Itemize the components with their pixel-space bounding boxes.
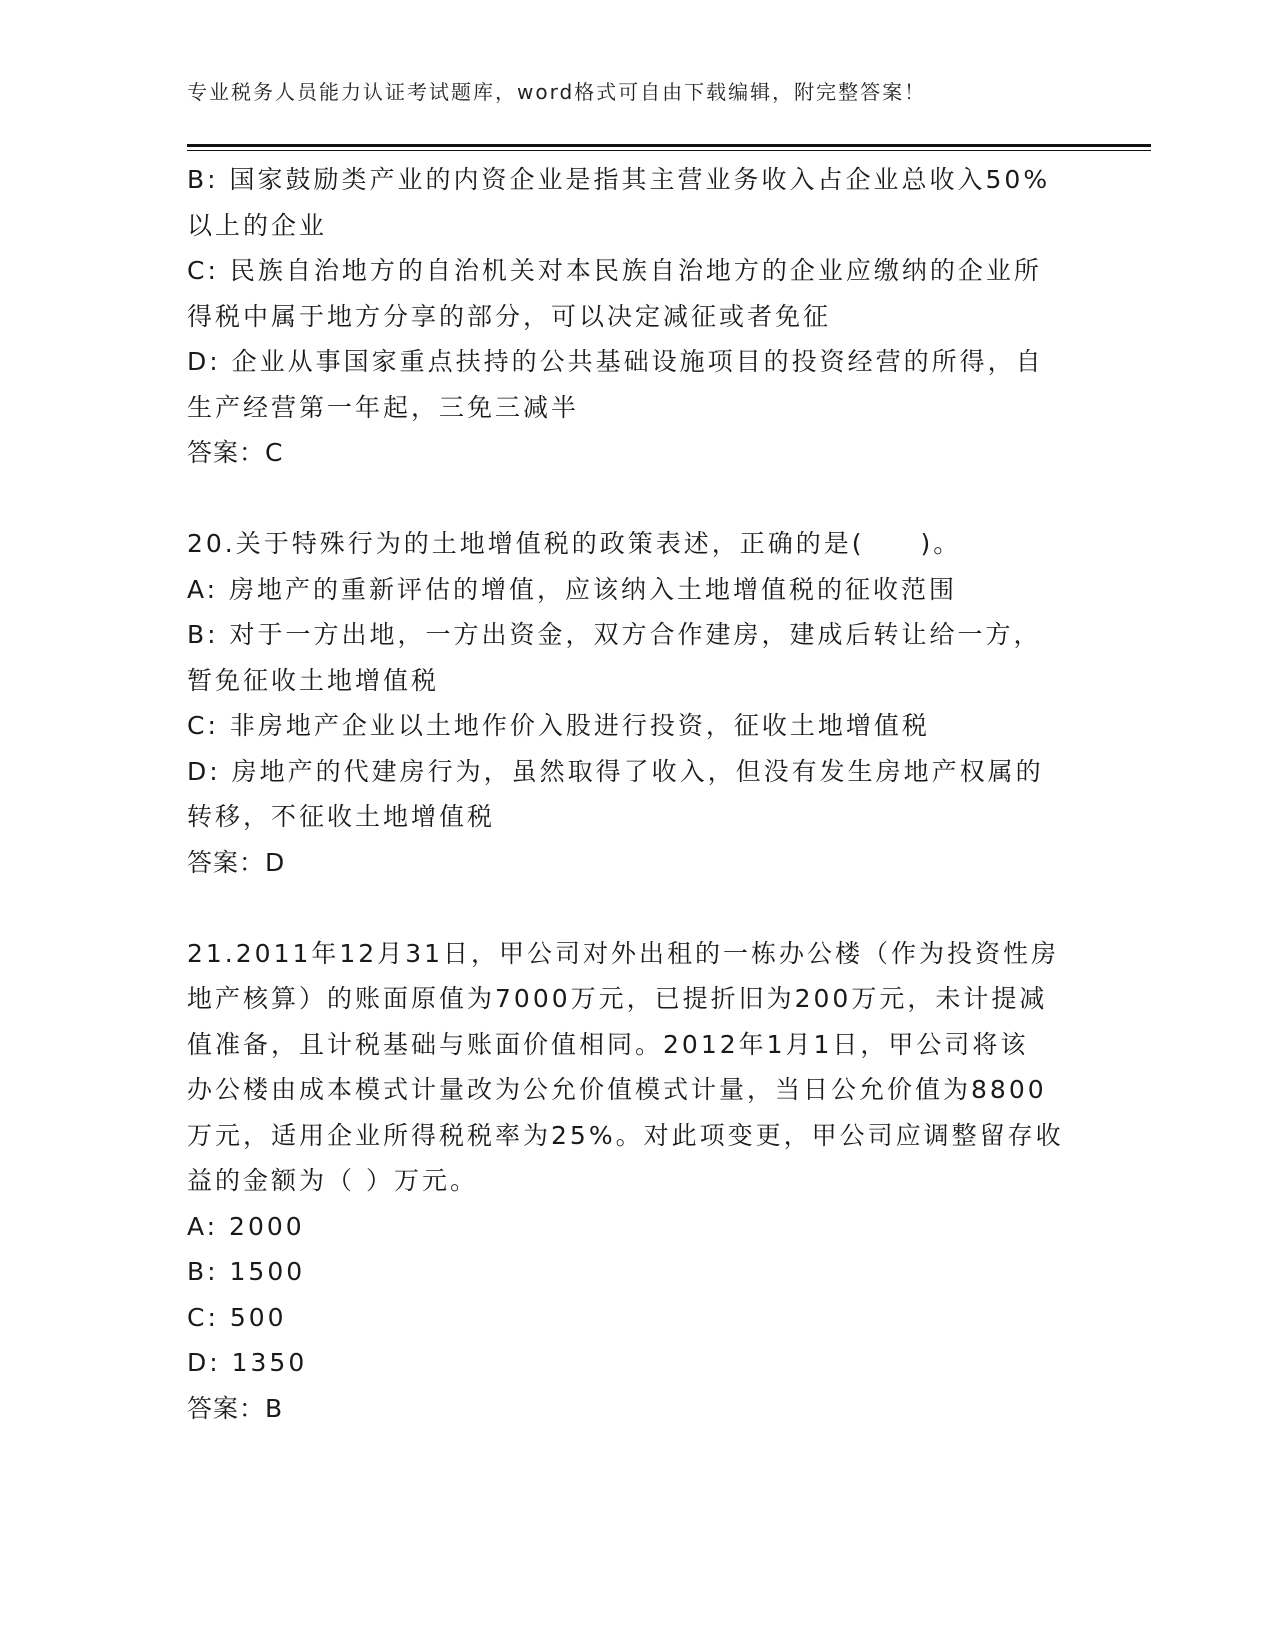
question-stem: 值准备，且计税基础与账面价值相同。2012年1月1日，甲公司将该 — [187, 1029, 1029, 1059]
answer-line: 答案：D — [187, 847, 286, 877]
option-line: B: 1500 — [187, 1257, 306, 1286]
option-line: 转移，不征收土地增值税 — [187, 802, 496, 831]
option-line: 生产经营第一年起，三免三减半 — [187, 392, 580, 422]
answer-line: 答案：B — [187, 1393, 284, 1423]
answer-line: 答案：C — [187, 438, 284, 467]
option-line: 以上的企业 — [187, 210, 328, 240]
header-rule-thin — [187, 150, 1151, 151]
option-line: C: 民族自治地方的自治机关对本民族自治地方的企业应缴纳的企业所 — [187, 256, 1042, 285]
option-line: D: 企业从事国家重点扶持的公共基础设施项目的投资经营的所得，自 — [187, 347, 1044, 376]
question-stem: 地产核算）的账面原值为7000万元，已提折旧为200万元，未计提减 — [187, 984, 1048, 1013]
page-header: 专业税务人员能力认证考试题库，word格式可自由下载编辑，附完整答案！ — [187, 80, 927, 104]
question-stem: 20.关于特殊行为的土地增值税的政策表述，正确的是( )。 — [187, 529, 962, 558]
document-body — [187, 157, 1087, 1431]
option-line: C: 500 — [187, 1302, 287, 1332]
question-stem: 益的金额为（ ）万元。 — [187, 1166, 478, 1195]
option-line: 得税中属于地方分享的部分，可以决定减征或者免征 — [187, 301, 832, 331]
option-line: C: 非房地产企业以土地作价入股进行投资，征收土地增值税 — [187, 711, 930, 740]
question-20 — [187, 521, 1087, 885]
option-line: D: 房地产的代建房行为，虽然取得了收入，但没有发生房地产权属的 — [187, 756, 1044, 786]
option-line: A: 房地产的重新评估的增值，应该纳入土地增值税的征收范围 — [187, 574, 958, 604]
question-21 — [187, 931, 1087, 1432]
question-19-tail — [187, 157, 1087, 476]
spacer — [187, 476, 1087, 522]
question-stem: 21.2011年12月31日，甲公司对外出租的一栋办公楼（作为投资性房 — [187, 938, 1060, 968]
option-line: 暂免征收土地增值税 — [187, 665, 440, 695]
spacer — [187, 885, 1087, 931]
option-line: B: 对于一方出地，一方出资金，双方合作建房，建成后转让给一方， — [187, 620, 1042, 649]
option-line: D: 1350 — [187, 1348, 308, 1377]
option-line: A: 2000 — [187, 1211, 305, 1241]
question-stem: 万元，适用企业所得税税率为25%。对此项变更，甲公司应调整留存收 — [187, 1120, 1064, 1150]
option-line: B: 国家鼓励类产业的内资企业是指其主营业务收入占企业总收入50% — [187, 165, 1051, 194]
question-stem: 办公楼由成本模式计量改为公允价值模式计量，当日公允价值为8800 — [187, 1075, 1047, 1104]
header-rule-thick — [187, 144, 1151, 147]
